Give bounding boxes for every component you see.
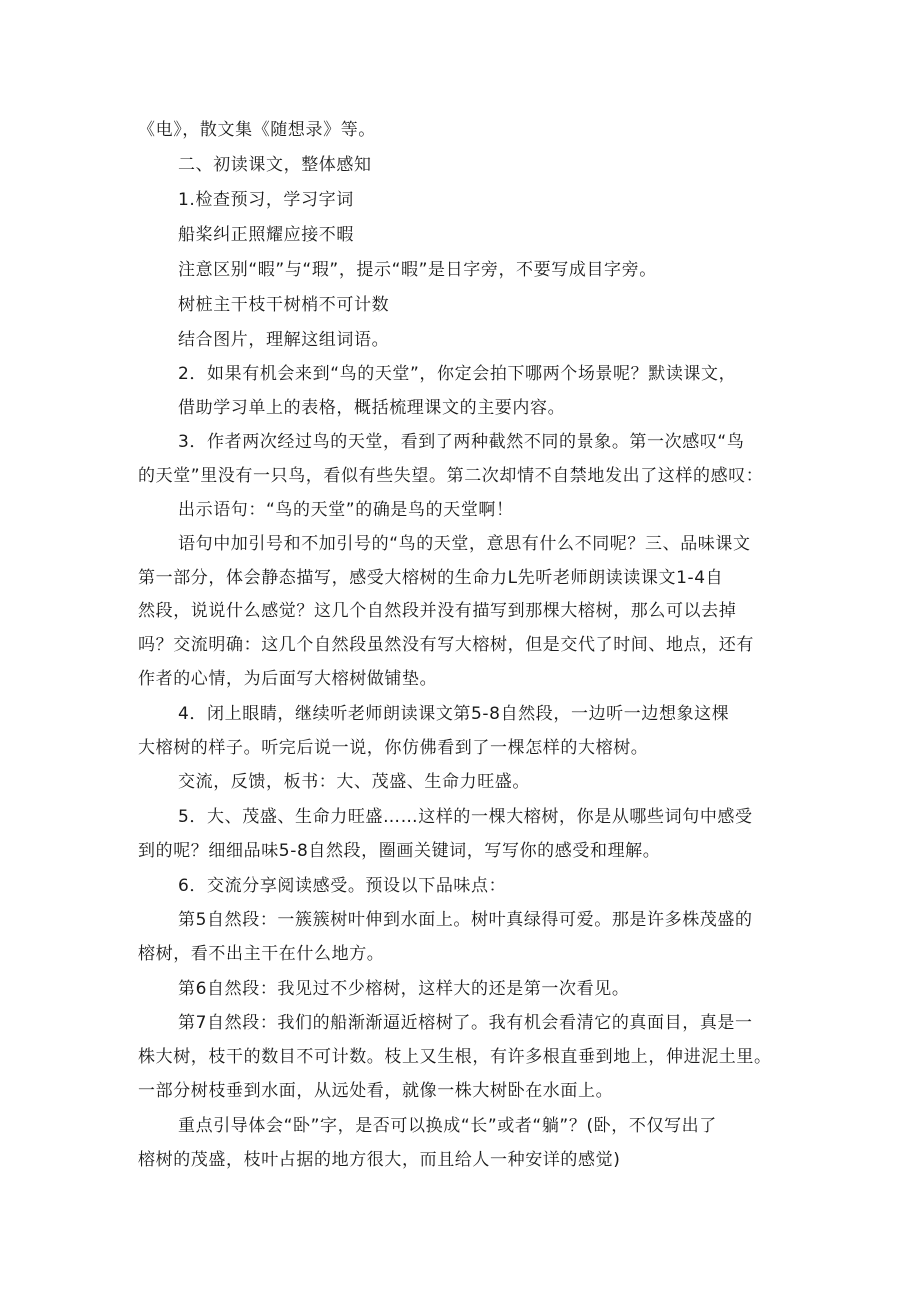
text-line: 3．作者两次经过鸟的天堂，看到了两种截然不同的景象。第一次感叹“鸟 (178, 432, 745, 452)
text-line: 第7自然段：我们的船渐渐逼近榕树了。我有机会看清它的真面目，真是一 (178, 1013, 753, 1033)
text-line: 第5自然段：一簇簇树叶伸到水面上。树叶真绿得可爱。那是许多株茂盛的 (178, 910, 753, 930)
text-line: 4．闭上眼睛，继续听老师朗读课文第5-8自然段，一边听一边想象这棵 (178, 704, 730, 724)
text-line: 船桨纠正照耀应接不暇 (178, 225, 354, 245)
text-line: 的天堂”里没有一只鸟，看似有些失望。第二次却情不自禁地发出了这样的感叹： (138, 466, 764, 486)
text-line: 大榕树的样子。听完后说一说，你仿佛看到了一棵怎样的大榕树。 (138, 738, 649, 758)
text-line: 语句中加引号和不加引号的“鸟的天堂，意思有什么不同呢？三、品味课文 (178, 534, 751, 554)
text-line: 结合图片，理解这组词语。 (178, 330, 390, 350)
text-line: 榕树的茂盛，枝叶占据的地方很大，而且给人一种安详的感觉) (138, 1150, 621, 1170)
text-line: 注意区别“暇”与“瑕”，提示“暇”是日字旁，不要写成目字旁。 (178, 260, 657, 280)
text-line: 作者的心情，为后面写大榕树做铺垫。 (138, 669, 438, 689)
subheading: 1.检查预习，学习字词 (178, 190, 354, 210)
text-line: 6．交流分享阅读感受。预设以下品味点： (178, 876, 507, 896)
text-line: 5．大、茂盛、生命力旺盛……这样的一棵大榕树，你是从哪些词句中感受 (178, 807, 753, 827)
text-line: 出示语句：“鸟的天堂”的确是鸟的天堂啊！ (178, 500, 514, 520)
text-line: 株大树，枝干的数目不可计数。枝上又生根，有许多根直垂到地上，伸进泥土里。 (138, 1047, 772, 1067)
text-line: 交流，反馈，板书：大、茂盛、生命力旺盛。 (178, 772, 530, 792)
text-line: 榕树，看不出主干在什么地方。 (138, 944, 385, 964)
text-line: 然段，说说什么感觉？这几个自然段并没有描写到那棵大榕树，那么可以去掉 (138, 601, 737, 621)
text-line: 树桩主干枝干树梢不可计数 (178, 295, 390, 315)
text-line: 借助学习单上的表格，概括梳理课文的主要内容。 (178, 398, 566, 418)
text-line: 第一部分，体会静态描写，感受大榕树的生命力L先听老师朗读读课文1-4自 (138, 568, 724, 588)
text-line: 2．如果有机会来到“鸟的天堂”，你定会拍下哪两个场景呢？默读课文， (178, 364, 737, 384)
text-line: 吗？交流明确：这几个自然段虽然没有写大榕树，但是交代了时间、地点，还有 (138, 635, 754, 655)
text-line: 重点引导体会“卧”字，是否可以换成“长”或者“躺”？(卧，不仅写出了 (178, 1116, 717, 1136)
text-line: 第6自然段：我见过不少榕树，这样大的还是第一次看见。 (178, 979, 630, 999)
text-line: 《电》，散文集《随想录》等。 (138, 120, 376, 140)
section-heading: 二、初读课文，整体感知 (178, 155, 372, 175)
text-line: 到的呢？细细品味5-8自然段，圈画关键词，写写你的感受和理解。 (138, 841, 661, 861)
text-line: 一部分树枝垂到水面，从远处看，就像一株大树卧在水面上。 (138, 1081, 614, 1101)
